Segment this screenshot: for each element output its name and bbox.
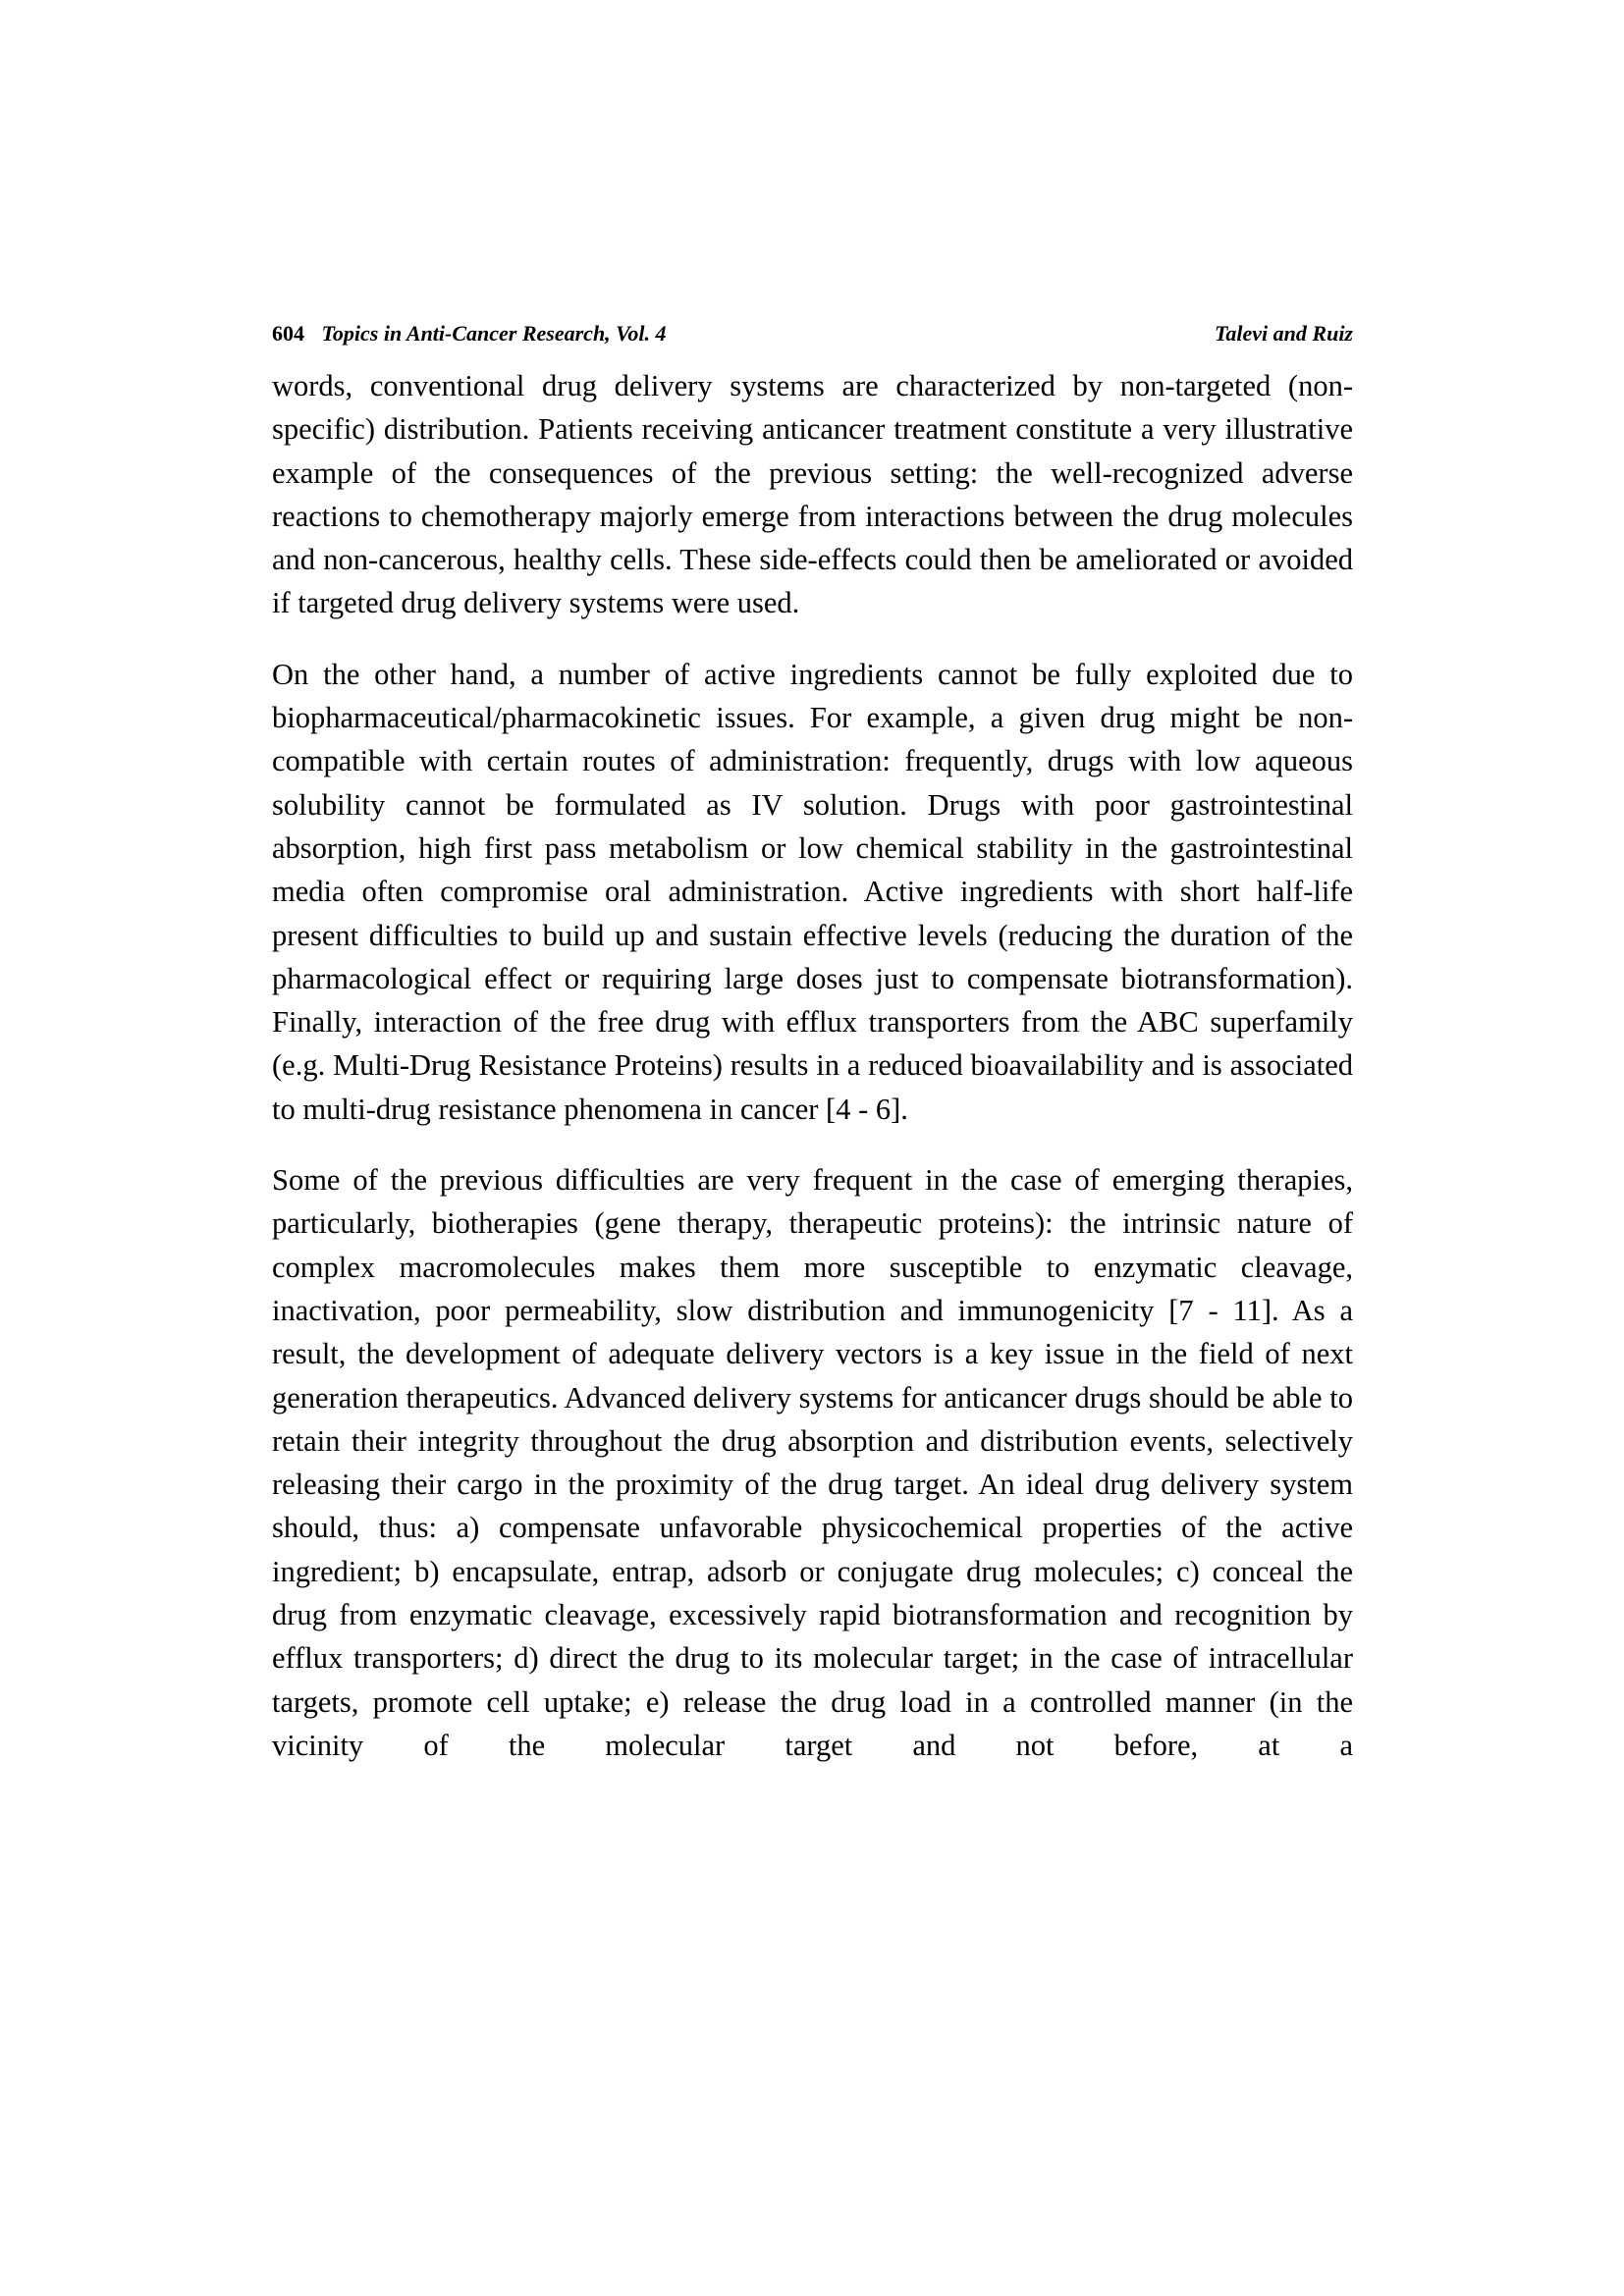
running-header: [272, 320, 1353, 347]
paragraph: Some of the previous difficulties are very frequent in the case of emerging therapies, particularly, biotherapies (gene therapy, therapeutic proteins): the intrinsic nature of complex macromolecules makes them more susceptible to enzymatic cleavage, inactivation, poor permeability, slow distribution and immunogenicity [7 - 11]. As a result, the development of adequate delivery vectors is a key issue in the field of next generation therapeutics. Advanced delivery systems for anticancer drugs should be able to retain their integrity throughout the drug absorption and distribution events, selectively releasing their cargo in the proximity of the drug target. An ideal drug delivery system should, thus: a) compensate unfavorable physicochemical properties of the active ingredient; b) encapsulate, entrap, adsorb or conjugate drug molecules; c) conceal the drug from enzymatic cleavage, excessively rapid biotransformation and recognition by efflux transporters; d) direct the drug to its molecular target; in the case of intracellular targets, promote cell uptake; e) release the drug load in a controlled manner (in the vicinity of the molecular target and not before, at a: [272, 1163, 1353, 1762]
body-text: [272, 364, 1353, 1794]
page-number: 604: [272, 321, 304, 346]
paragraph: words, conventional drug delivery systems are characterized by non-targeted (non-specific) distribution. Patients receiving anticancer treatment constitute a very illustrative example of the consequences of the previous setting: the well-recognized adverse reactions to chemotherapy majorly emerge from interactions between the drug molecules and non-cancerous, healthy cells. These side-effects could then be ameliorated or avoided if targeted drug delivery systems were used.: [272, 369, 1353, 620]
paragraph: On the other hand, a number of active ingredients cannot be fully exploited due to biopharmaceutical/pharmacokinetic issues. For example, a given drug might be non-compatible with certain routes of administration: frequently, drugs with low aqueous solubility cannot be formulated as IV solution. Drugs with poor gastrointestinal absorption, high first pass metabolism or low chemical stability in the gastrointestinal media often compromise oral administration. Active ingredients with short half-life present difficulties to build up and sustain effective levels (reducing the duration of the pharmacological effect or requiring large doses just to compensate biotransformation). Finally, interaction of the free drug with efflux transporters from the ABC superfamily (e.g. Multi-Drug Resistance Proteins) results in a reduced bioavailability and is associated to multi-drug resistance phenomena in cancer [4 - 6].: [272, 657, 1353, 1126]
authors: Talevi and Ruiz: [1215, 321, 1353, 346]
journal-title: Topics in Anti-Cancer Research, Vol. 4: [321, 321, 667, 346]
header-left: [272, 320, 667, 347]
